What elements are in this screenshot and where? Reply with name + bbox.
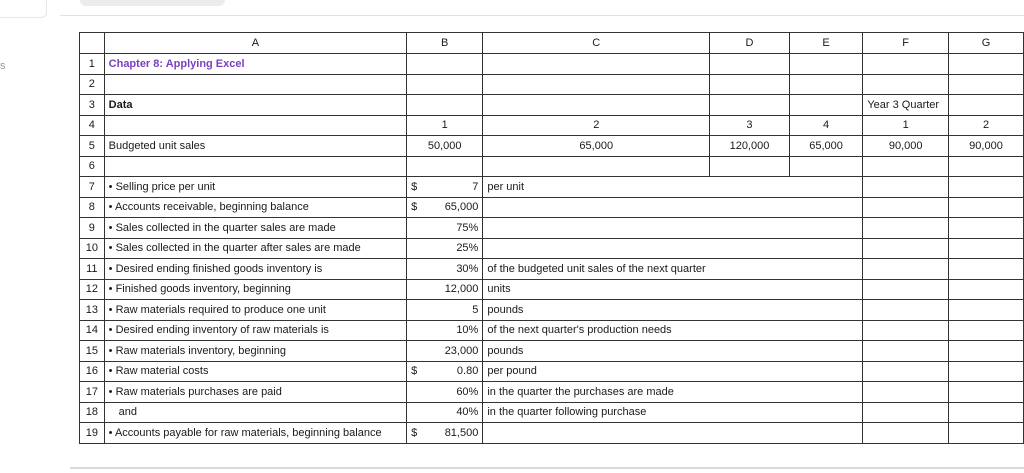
cell[interactable] bbox=[483, 95, 710, 116]
parameter-label[interactable]: • Selling price per unit bbox=[104, 177, 406, 198]
budgeted-unit-sales-label[interactable]: Budgeted unit sales bbox=[104, 136, 406, 157]
value-text: 65,000 bbox=[444, 201, 479, 214]
cell[interactable] bbox=[949, 341, 1024, 362]
cell[interactable] bbox=[789, 259, 863, 280]
data-label-cell[interactable]: Data bbox=[104, 95, 406, 116]
cell[interactable] bbox=[710, 177, 790, 198]
parameter-row bbox=[80, 320, 1024, 341]
parameter-note[interactable]: per unit bbox=[483, 177, 710, 198]
cell[interactable] bbox=[710, 423, 790, 444]
cell[interactable] bbox=[949, 300, 1024, 321]
parameter-row bbox=[80, 279, 1024, 300]
cell[interactable] bbox=[949, 54, 1024, 75]
parameter-label[interactable]: • Sales collected in the quarter after sales are made bbox=[104, 238, 406, 259]
row-number[interactable]: 6 bbox=[80, 156, 105, 177]
corner-cell[interactable] bbox=[80, 33, 105, 54]
cell[interactable] bbox=[949, 402, 1024, 423]
cell[interactable] bbox=[949, 423, 1024, 444]
parameter-row bbox=[80, 382, 1024, 403]
cell[interactable] bbox=[863, 361, 949, 382]
bottom-divider bbox=[70, 467, 1024, 469]
parameter-row bbox=[80, 259, 1024, 280]
cell[interactable] bbox=[789, 54, 863, 75]
cell[interactable] bbox=[710, 300, 790, 321]
parameter-value[interactable] bbox=[407, 341, 483, 362]
cell[interactable] bbox=[789, 95, 863, 116]
cell[interactable] bbox=[789, 341, 863, 362]
column-header-c[interactable]: C bbox=[483, 33, 710, 54]
cell[interactable] bbox=[710, 197, 790, 218]
sales-cell[interactable]: 120,000 bbox=[710, 136, 790, 157]
value-text: 5 bbox=[472, 303, 479, 316]
quarter-cell[interactable]: 4 bbox=[789, 115, 863, 136]
parameter-label[interactable]: • Raw materials purchases are paid bbox=[104, 382, 406, 403]
parameter-row bbox=[80, 238, 1024, 259]
cell[interactable] bbox=[949, 177, 1024, 198]
value-text: 60% bbox=[456, 385, 479, 398]
cell[interactable] bbox=[863, 402, 949, 423]
cell[interactable] bbox=[710, 218, 790, 239]
spreadsheet-table bbox=[79, 32, 1024, 444]
row-number[interactable]: 10 bbox=[80, 238, 105, 259]
sheet-row bbox=[80, 54, 1024, 75]
cell[interactable] bbox=[949, 95, 1024, 116]
parameter-row bbox=[80, 423, 1024, 444]
quarter-cell[interactable]: 1 bbox=[407, 115, 483, 136]
row-number[interactable]: 2 bbox=[80, 74, 105, 95]
cell[interactable] bbox=[863, 74, 949, 95]
column-header-b[interactable]: B bbox=[407, 33, 483, 54]
cell[interactable] bbox=[789, 218, 863, 239]
cell[interactable] bbox=[863, 300, 949, 321]
currency-symbol: $ bbox=[411, 201, 418, 214]
value-text: 10% bbox=[456, 324, 479, 337]
cell[interactable] bbox=[789, 361, 863, 382]
cell[interactable] bbox=[949, 259, 1024, 280]
year3-sales-cell[interactable]: 90,000 bbox=[863, 136, 949, 157]
cell[interactable] bbox=[407, 54, 483, 75]
cell[interactable] bbox=[710, 320, 790, 341]
cell[interactable] bbox=[949, 156, 1024, 177]
cell[interactable] bbox=[949, 197, 1024, 218]
cell[interactable] bbox=[789, 279, 863, 300]
cell[interactable] bbox=[710, 279, 790, 300]
cell[interactable] bbox=[710, 156, 790, 177]
quarter-cell[interactable]: 2 bbox=[483, 115, 710, 136]
left-edge-text: s bbox=[0, 60, 6, 72]
cell[interactable] bbox=[407, 74, 483, 95]
year3-quarter-cell[interactable]: 2 bbox=[949, 115, 1024, 136]
currency-symbol: $ bbox=[411, 180, 418, 193]
row-number[interactable]: 15 bbox=[80, 341, 105, 362]
cell[interactable] bbox=[407, 156, 483, 177]
sheet-row bbox=[80, 136, 1024, 157]
cell[interactable] bbox=[710, 382, 790, 403]
year3-quarter-header-cell[interactable]: Year 3 Quarter bbox=[863, 95, 949, 116]
parameter-note[interactable]: of the budgeted unit sales of the next quarter bbox=[483, 259, 710, 280]
parameter-note[interactable]: units bbox=[483, 279, 710, 300]
cell[interactable] bbox=[949, 74, 1024, 95]
parameter-label[interactable]: and bbox=[104, 402, 406, 423]
parameter-note[interactable] bbox=[483, 423, 710, 444]
parameter-label[interactable]: • Raw materials inventory, beginning bbox=[104, 341, 406, 362]
parameter-value[interactable] bbox=[407, 197, 483, 218]
parameter-value[interactable] bbox=[407, 382, 483, 403]
parameter-row bbox=[80, 218, 1024, 239]
column-header-a[interactable]: A bbox=[104, 33, 406, 54]
parameter-label[interactable]: • Accounts receivable, beginning balance bbox=[104, 197, 406, 218]
value-text: 30% bbox=[456, 262, 479, 275]
parameter-value[interactable] bbox=[407, 177, 483, 198]
cell[interactable] bbox=[949, 279, 1024, 300]
sheet-title-cell[interactable]: Chapter 8: Applying Excel bbox=[104, 54, 406, 75]
year3-quarter-cell[interactable]: 1 bbox=[863, 115, 949, 136]
value-text: 81,500 bbox=[444, 426, 479, 439]
column-header-f[interactable]: F bbox=[863, 33, 949, 54]
sheet-row bbox=[80, 74, 1024, 95]
parameter-note[interactable]: of the next quarter's production needs bbox=[483, 320, 710, 341]
value-text: 40% bbox=[456, 406, 479, 419]
parameter-row bbox=[80, 361, 1024, 382]
cell[interactable] bbox=[710, 361, 790, 382]
cell[interactable] bbox=[710, 259, 790, 280]
cell[interactable] bbox=[710, 95, 790, 116]
value-text: 0.80 bbox=[456, 365, 479, 378]
parameter-value[interactable] bbox=[407, 259, 483, 280]
column-header-row bbox=[80, 33, 1024, 54]
parameter-label[interactable]: • Raw material costs bbox=[104, 361, 406, 382]
top-divider bbox=[60, 15, 1024, 16]
parameter-value[interactable] bbox=[407, 423, 483, 444]
cell[interactable] bbox=[949, 320, 1024, 341]
row-number[interactable]: 18 bbox=[80, 402, 105, 423]
row-number[interactable]: 5 bbox=[80, 136, 105, 157]
parameter-note[interactable]: pounds bbox=[483, 300, 710, 321]
cell[interactable] bbox=[949, 361, 1024, 382]
parameter-note[interactable] bbox=[483, 238, 710, 259]
cell[interactable] bbox=[863, 156, 949, 177]
cell[interactable] bbox=[789, 320, 863, 341]
sales-cell[interactable]: 50,000 bbox=[407, 136, 483, 157]
row-number[interactable]: 17 bbox=[80, 382, 105, 403]
cell[interactable] bbox=[710, 402, 790, 423]
year3-sales-cell[interactable]: 90,000 bbox=[949, 136, 1024, 157]
cell[interactable] bbox=[863, 177, 949, 198]
cell[interactable] bbox=[789, 300, 863, 321]
cell[interactable] bbox=[863, 259, 949, 280]
parameter-note[interactable]: in the quarter following purchase bbox=[483, 402, 710, 423]
cell[interactable] bbox=[789, 177, 863, 198]
row-number[interactable]: 19 bbox=[80, 423, 105, 444]
parameter-note[interactable]: per pound bbox=[483, 361, 710, 382]
parameter-value[interactable] bbox=[407, 238, 483, 259]
row-number[interactable]: 4 bbox=[80, 115, 105, 136]
parameter-label[interactable]: • Accounts payable for raw materials, beginning balance bbox=[104, 423, 406, 444]
cell[interactable] bbox=[104, 156, 406, 177]
cell[interactable] bbox=[710, 341, 790, 362]
cell[interactable] bbox=[863, 197, 949, 218]
sheet-row bbox=[80, 156, 1024, 177]
cell[interactable] bbox=[863, 279, 949, 300]
cell[interactable] bbox=[789, 156, 863, 177]
row-number[interactable]: 12 bbox=[80, 279, 105, 300]
row-number[interactable]: 9 bbox=[80, 218, 105, 239]
parameter-label[interactable]: • Desired ending finished goods inventory is bbox=[104, 259, 406, 280]
parameter-label[interactable]: • Desired ending inventory of raw materials is bbox=[104, 320, 406, 341]
cell[interactable] bbox=[863, 423, 949, 444]
currency-symbol: $ bbox=[411, 426, 418, 439]
cell[interactable] bbox=[863, 320, 949, 341]
row-number[interactable]: 11 bbox=[80, 259, 105, 280]
parameter-value[interactable] bbox=[407, 361, 483, 382]
cell[interactable] bbox=[104, 115, 406, 136]
parameter-row bbox=[80, 341, 1024, 362]
value-text: 23,000 bbox=[444, 344, 479, 357]
cell[interactable] bbox=[949, 382, 1024, 403]
column-header-d[interactable]: D bbox=[710, 33, 790, 54]
cell[interactable] bbox=[863, 54, 949, 75]
parameter-note[interactable]: in the quarter the purchases are made bbox=[483, 382, 710, 403]
currency-symbol: $ bbox=[411, 365, 418, 378]
row-number[interactable]: 7 bbox=[80, 177, 105, 198]
parameter-value[interactable] bbox=[407, 402, 483, 423]
cell[interactable] bbox=[483, 156, 710, 177]
parameter-row bbox=[80, 197, 1024, 218]
cell[interactable] bbox=[710, 74, 790, 95]
cell[interactable] bbox=[710, 238, 790, 259]
row-number[interactable]: 13 bbox=[80, 300, 105, 321]
parameter-value[interactable] bbox=[407, 279, 483, 300]
cell[interactable] bbox=[863, 218, 949, 239]
cell[interactable] bbox=[483, 54, 710, 75]
top-left-panel-fragment bbox=[0, 0, 47, 18]
sales-cell[interactable]: 65,000 bbox=[789, 136, 863, 157]
parameter-value[interactable] bbox=[407, 218, 483, 239]
row-number[interactable]: 8 bbox=[80, 197, 105, 218]
top-tab-fragment[interactable] bbox=[80, 0, 225, 6]
parameter-row bbox=[80, 300, 1024, 321]
sheet-row bbox=[80, 95, 1024, 116]
cell[interactable] bbox=[863, 382, 949, 403]
cell[interactable] bbox=[789, 402, 863, 423]
value-text: 25% bbox=[456, 242, 479, 255]
value-text: 7 bbox=[472, 180, 479, 193]
parameter-value[interactable] bbox=[407, 320, 483, 341]
parameter-row bbox=[80, 402, 1024, 423]
cell[interactable] bbox=[407, 95, 483, 116]
column-header-g[interactable]: G bbox=[949, 33, 1024, 54]
row-number[interactable]: 1 bbox=[80, 54, 105, 75]
sales-cell[interactable]: 65,000 bbox=[483, 136, 710, 157]
sheet-row bbox=[80, 115, 1024, 136]
value-text: 75% bbox=[456, 221, 479, 234]
row-number[interactable]: 14 bbox=[80, 320, 105, 341]
cell[interactable] bbox=[789, 423, 863, 444]
row-number[interactable]: 16 bbox=[80, 361, 105, 382]
column-header-e[interactable]: E bbox=[789, 33, 863, 54]
cell[interactable] bbox=[104, 74, 406, 95]
cell[interactable] bbox=[863, 238, 949, 259]
cell[interactable] bbox=[789, 382, 863, 403]
parameter-label[interactable]: • Sales collected in the quarter sales are made bbox=[104, 218, 406, 239]
parameter-note[interactable]: pounds bbox=[483, 341, 710, 362]
quarter-cell[interactable]: 3 bbox=[710, 115, 790, 136]
row-number[interactable]: 3 bbox=[80, 95, 105, 116]
cell[interactable] bbox=[949, 218, 1024, 239]
parameter-label[interactable]: • Raw materials required to produce one unit bbox=[104, 300, 406, 321]
value-text: 12,000 bbox=[444, 283, 479, 296]
parameter-value[interactable] bbox=[407, 300, 483, 321]
parameter-row bbox=[80, 177, 1024, 198]
cell[interactable] bbox=[789, 74, 863, 95]
parameter-label[interactable]: • Finished goods inventory, beginning bbox=[104, 279, 406, 300]
cell[interactable] bbox=[949, 238, 1024, 259]
cell[interactable] bbox=[483, 74, 710, 95]
cell[interactable] bbox=[789, 238, 863, 259]
parameter-note[interactable] bbox=[483, 197, 710, 218]
cell[interactable] bbox=[863, 341, 949, 362]
parameter-note[interactable] bbox=[483, 218, 710, 239]
cell[interactable] bbox=[789, 197, 863, 218]
cell[interactable] bbox=[710, 54, 790, 75]
